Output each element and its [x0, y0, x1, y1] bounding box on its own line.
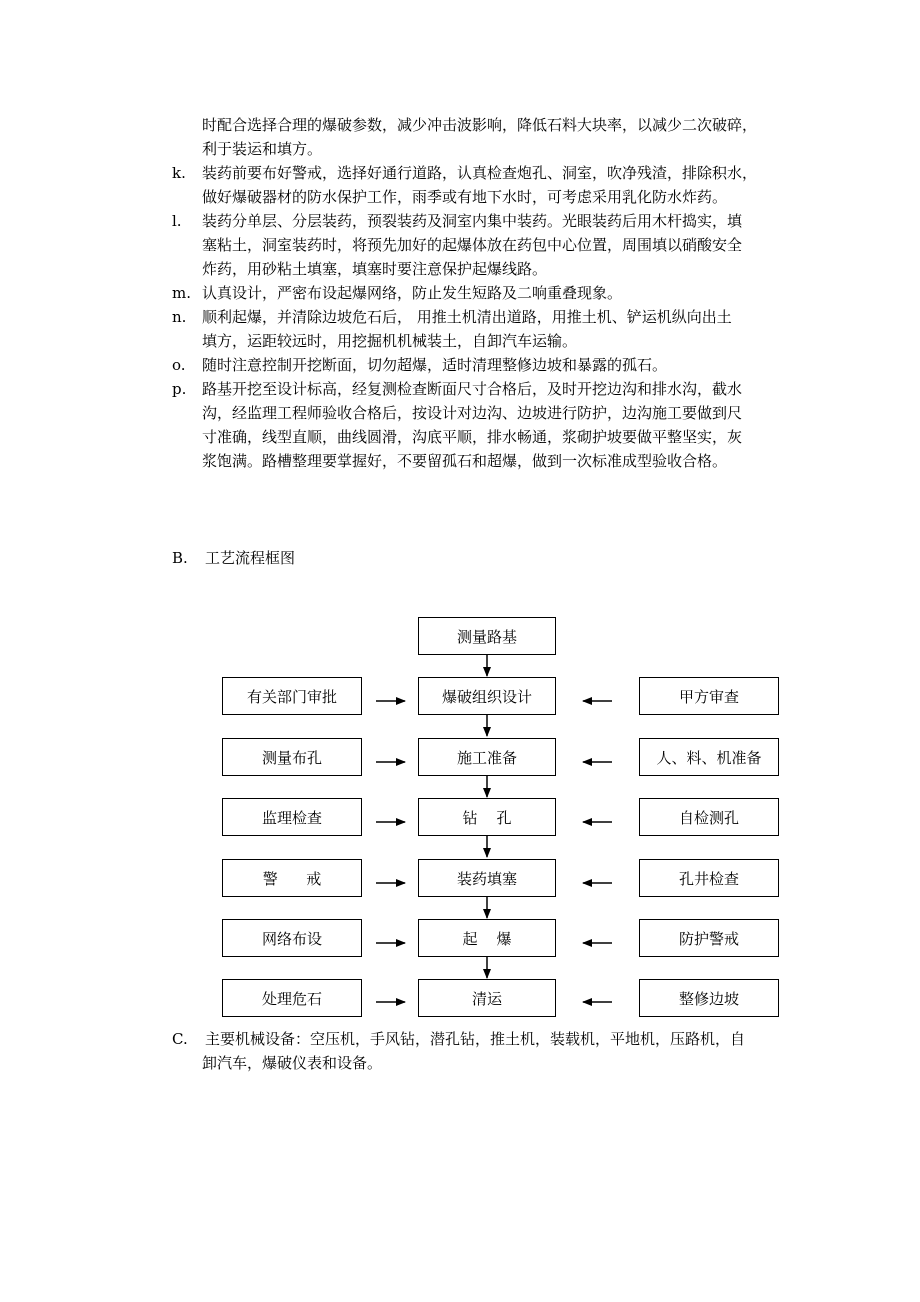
flow-input-slope-trimming: 整修边坡: [639, 979, 779, 1017]
list-marker-p: p.: [172, 380, 187, 398]
section-b-label: B.: [172, 549, 188, 567]
flow-input-borehole-check: 孔井检查: [639, 859, 779, 897]
list-marker-m: m.: [172, 284, 191, 302]
list-item-p-line-2: 沟，经监理工程师验收合格后，按设计对边沟、边坡进行防护，边沟施工要做到尺: [202, 404, 743, 422]
flow-step-detonation: 起 爆: [418, 919, 556, 957]
paragraph-continuation-line-1: 时配合选择合理的爆破参数，减少冲击波影响，降低石料大块率，以减少二次破碎，: [202, 116, 758, 134]
flow-step-blast-design: 爆破组织设计: [418, 677, 556, 715]
list-marker-n: n.: [172, 308, 187, 326]
flow-input-dangerous-rock: 处理危石: [222, 979, 362, 1017]
flow-step-construction-prep: 施工准备: [418, 738, 556, 776]
section-c-line-1: 主要机械设备：空压机，手风钻，潜孔钻，推土机，装载机，平地机，压路机，自: [205, 1030, 746, 1048]
flow-input-owner-review: 甲方审查: [639, 677, 779, 715]
flow-input-self-check-holes: 自检测孔: [639, 798, 779, 836]
section-c-label: C.: [172, 1030, 188, 1048]
list-item-l-line-1: 装药分单层、分层装药，预裂装药及洞室内集中装药。光眼装药后用木杆捣实，填: [202, 212, 743, 230]
list-marker-k: k.: [172, 164, 186, 182]
list-marker-l: l.: [172, 212, 182, 230]
list-item-l-line-3: 炸药，用砂粘土填塞，填塞时要注意保护起爆线路。: [202, 260, 548, 278]
flow-step-drilling: 钻 孔: [418, 798, 556, 836]
flow-step-clearing: 清运: [418, 979, 556, 1017]
list-item-n-line-1: 顺利起爆，并清除边坡危石后， 用推土机清出道路，用推土机、铲运机纵向出土: [202, 308, 732, 326]
list-item-p-line-3: 寸准确，线型直顺，曲线圆滑，沟底平顺，排水畅通，浆砌护坡要做平整坚实，灰: [202, 428, 743, 446]
list-item-p-line-1: 路基开挖至设计标高，经复测检查断面尺寸合格后，及时开挖边沟和排水沟，截水: [202, 380, 743, 398]
flow-input-network-layout: 网络布设: [222, 919, 362, 957]
left-arrows: [376, 701, 405, 1002]
paragraph-continuation-line-2: 利于装运和填方。: [202, 140, 323, 158]
flow-input-resources-prep: 人、料、机准备: [639, 738, 779, 776]
list-item-k-line-2: 做好爆破器材的防水保护工作，雨季或有地下水时，可考虑采用乳化防水炸药。: [202, 188, 728, 206]
list-item-l-line-2: 塞粘土，洞室装药时，将预先加好的起爆体放在药包中心位置，周围填以硝酸安全: [202, 236, 743, 254]
section-c-line-2: 卸汽车，爆破仪表和设备。: [202, 1054, 383, 1072]
flow-input-approval: 有关部门审批: [222, 677, 362, 715]
flow-step-charging-stemming: 装药填塞: [418, 859, 556, 897]
flow-input-guarding: 警 戒: [222, 859, 362, 897]
list-item-p-line-4: 浆饱满。路槽整理要掌握好，不要留孤石和超爆，做到一次标准成型验收合格。: [202, 452, 728, 470]
right-arrows: [583, 701, 612, 1002]
flow-input-protection-guard: 防护警戒: [639, 919, 779, 957]
flow-input-supervision-check: 监理检查: [222, 798, 362, 836]
flow-step-survey-roadbed: 测量路基: [418, 617, 556, 655]
list-item-k-line-1: 装药前要布好警戒，选择好通行道路，认真检查炮孔、洞室，吹净残渣，排除积水，: [202, 164, 758, 182]
list-item-o-line-1: 随时注意控制开挖断面，切勿超爆，适时清理整修边坡和暴露的孤石。: [202, 356, 668, 374]
list-marker-o: o.: [172, 356, 186, 374]
list-item-m-line-1: 认真设计，严密布设起爆网络，防止发生短路及二响重叠现象。: [202, 284, 623, 302]
section-b-title: 工艺流程框图: [205, 549, 296, 567]
list-item-n-line-2: 填方，运距较远时，用挖掘机机械装土，自卸汽车运输。: [202, 332, 578, 350]
flow-input-hole-layout: 测量布孔: [222, 738, 362, 776]
